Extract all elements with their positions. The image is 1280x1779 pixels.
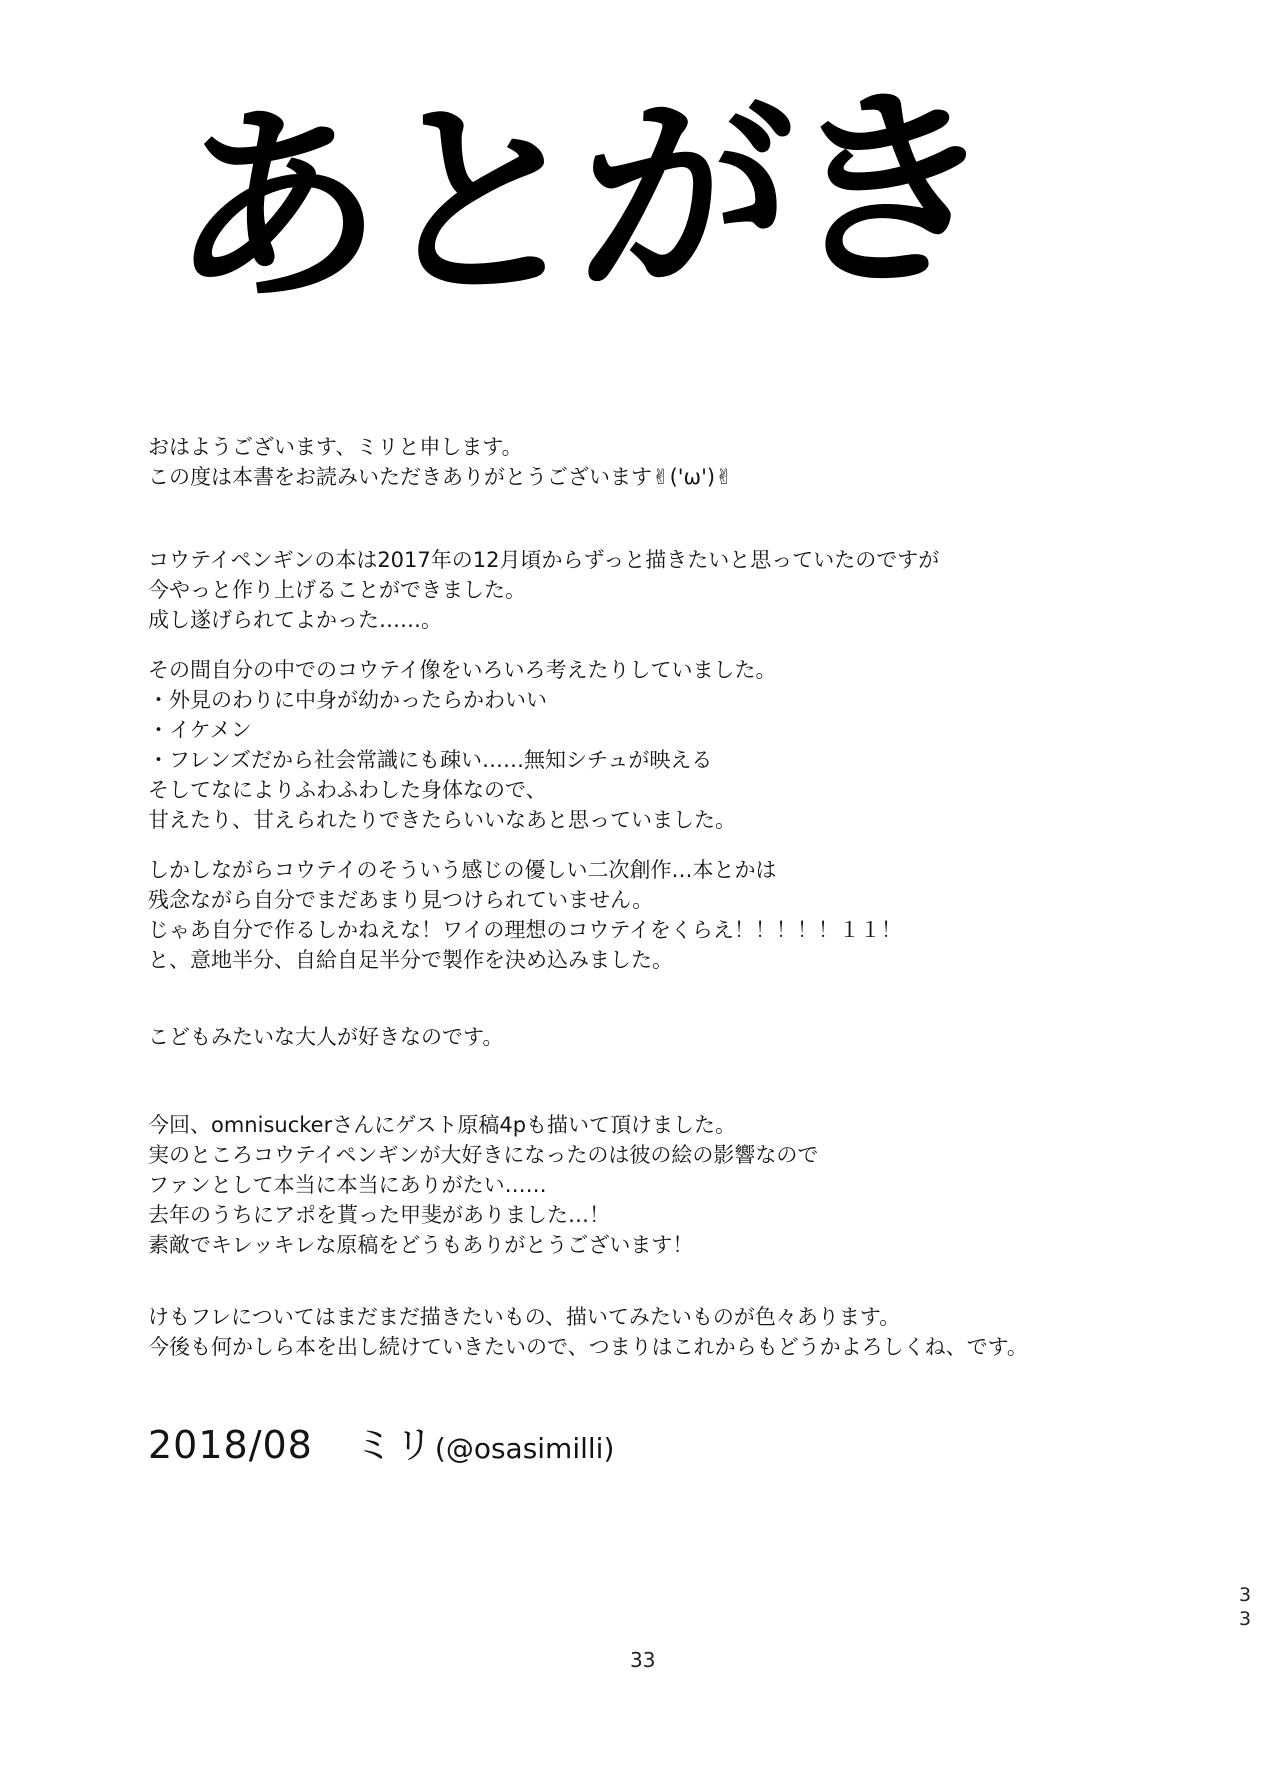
text-line: 今後も何かしら本を出し続けていきたいので、つまりはこれからもどうかよろしくね、です。 [148, 1335, 1028, 1359]
paragraph [148, 545, 1158, 635]
paragraph [148, 1022, 1158, 1052]
signature-handle: (@osasimilli) [434, 1432, 615, 1465]
paragraph [148, 432, 1158, 492]
text-line: その間自分の中でのコウテイ像をいろいろ考えたりしていました。 [148, 658, 777, 682]
text-line: 今やっと作り上げることができました。 [148, 578, 526, 602]
text-line: じゃあ自分で作るしかねえな！ワイの理想のコウテイをくらえ！！！！！１１！ [148, 918, 902, 942]
text-line: こどもみたいな大人が好きなのです。 [148, 1025, 504, 1049]
paragraph [148, 1302, 1158, 1362]
text-line: けもフレについてはまだまだ描きたいもの、描いてみたいものが色々あります。 [148, 1305, 901, 1329]
text-line: 成し遂げられてよかった……。 [148, 608, 442, 632]
page-number-bottom: 33 [630, 1648, 656, 1672]
text-line: おはようございます、ミリと申します。 [148, 435, 523, 459]
text-line: ・フレンズだから社会常識にも疎い……無知シチュが映える [148, 748, 713, 772]
text-line: 去年のうちにアポを貰った甲斐がありました…！ [148, 1203, 610, 1227]
text-line: コウテイペンギンの本は2017年の12月頃からずっと描きたいと思っていたのですが [148, 548, 940, 572]
text-line: 甘えたり、甘えられたりできたらいいなあと思っていました。 [148, 808, 736, 832]
text-line: 実のところコウテイペンギンが大好きになったのは彼の絵の影響なので [148, 1143, 819, 1167]
text-line: 残念ながら自分でまだあまり見つけられていません。 [148, 888, 654, 912]
text-line: そしてなによりふわふわした身体なので、 [148, 778, 547, 802]
text-line: ・イケメン [148, 718, 252, 742]
paragraph [148, 1110, 1158, 1260]
signature-date: 2018/08 [148, 1423, 313, 1467]
paragraph [148, 855, 1158, 975]
paragraph [148, 655, 1158, 835]
text-line: しかしながらコウテイのそういう感じの優しい二次創作…本とかは [148, 858, 777, 882]
afterword-body [148, 432, 1158, 1362]
text-line: 今回、omnisuckerさんにゲスト原稿4pも描いて頂けました。 [148, 1113, 737, 1137]
text-line: ・外見のわりに中身が幼かったらかわいい [148, 688, 547, 712]
signature-name: ミリ [354, 1423, 435, 1467]
text-line: ファンとして本当に本当にありがたい…… [148, 1173, 547, 1197]
text-line: と、意地半分、自給自足半分で製作を決め込みました。 [148, 948, 673, 972]
text-line: この度は本書をお読みいただきありがとうございます✌('ω')✌ [148, 465, 733, 489]
signature [148, 1414, 614, 1469]
text-line: 素敵でキレッキレな原稿をどうもありがとうございます！ [148, 1233, 694, 1257]
page-title: あとがき [166, 64, 994, 334]
page-number-side: 33 [1234, 1584, 1256, 1632]
